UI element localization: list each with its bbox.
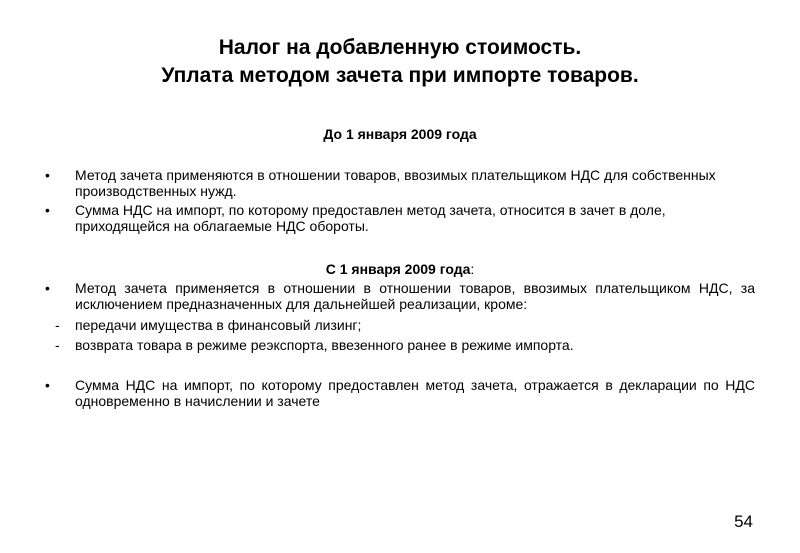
list-item-text: Метод зачета применяются в отношении товаров, ввозимых плательщиком НДС для собственных производственных нужд. bbox=[75, 167, 716, 199]
slide-title-line-1: Налог на добавленную стоимость. bbox=[218, 36, 582, 59]
section-heading-from-2009-text: С 1 января 2009 года bbox=[325, 261, 471, 277]
slide-title-line-2: Уплата методом зачета при импорте товаров. bbox=[161, 64, 639, 87]
list-item bbox=[45, 377, 755, 409]
sub-list-item-text: передачи имущества в финансовый лизинг; bbox=[75, 317, 362, 333]
bullet-icon: • bbox=[45, 202, 50, 218]
dash-icon: - bbox=[55, 337, 60, 353]
section-heading-before-2009 bbox=[0, 126, 800, 143]
list-item-text: Метод зачета применяется в отношении в отношении товаров, ввозимых плательщиком НДС, за исключением предназначенных для дальнейшей реализации, кроме: bbox=[75, 280, 755, 312]
list-item bbox=[45, 167, 755, 199]
list-item-text: Сумма НДС на импорт, по которому предоставлен метод зачета, отражается в декларации по НДС одновременно в начислении и зачете bbox=[75, 377, 755, 409]
list-item bbox=[45, 202, 755, 234]
sub-list-item bbox=[55, 317, 755, 333]
bullet-icon: • bbox=[45, 167, 50, 183]
bullet-icon: • bbox=[45, 377, 50, 393]
sub-list-item-text: возврата товара в режиме реэкспорта, ввезенного ранее в режиме импорта. bbox=[75, 337, 574, 353]
page-number: 54 bbox=[734, 512, 753, 531]
section-heading-before-2009-text: До 1 января 2009 года bbox=[323, 126, 477, 142]
list-item-text: Сумма НДС на импорт, по которому предоставлен метод зачета, относится в зачет в доле, приходящейся на облагаемые НДС обороты. bbox=[75, 202, 666, 234]
section-heading-colon: : bbox=[470, 261, 475, 277]
bullet-icon: • bbox=[45, 280, 50, 296]
sub-list-item bbox=[55, 337, 755, 353]
section-heading-from-2009 bbox=[0, 261, 800, 278]
dash-icon: - bbox=[55, 317, 60, 333]
slide-title bbox=[60, 34, 740, 90]
list-item bbox=[45, 280, 755, 312]
